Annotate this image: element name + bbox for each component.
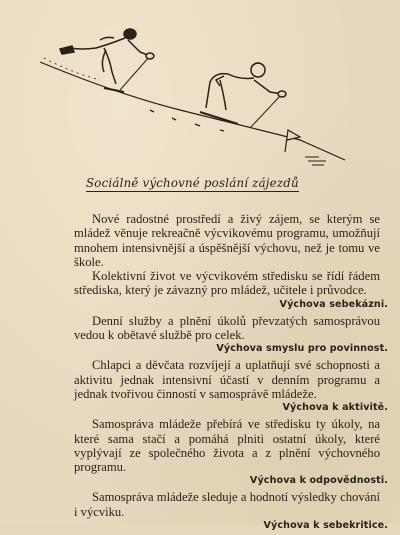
paragraph-4: Chlapci a děvčata rozvíjejí a uplatňují své schopnosti a aktivitu jednak intensivní účastí v denním programu a jednak tvořivou činností v samosprávě mládeže. xyxy=(74,358,380,401)
paragraph-1: Nové radostné prostředí a živý zájem, se kterým se mládež věnuje rekreačně výcvikovému programu, umožňují mnohem intensivnější a úspěšnější výchovu, než je tomu ve škole. xyxy=(74,212,380,269)
paragraph-5-tag: Výchova k odpovědnosti. xyxy=(249,475,388,487)
paragraph-3: Denní služby a plnění úkolů převzatých samosprávou vedou k obětavé službě pro celek. xyxy=(74,313,380,343)
paragraph-2-tag: Výchova sebekázni. xyxy=(279,298,388,310)
paragraph-6-tag: Výchova k sebekritice. xyxy=(263,520,388,532)
paragraph-2: Kolektivní život ve výcvikovém středisku se řídí řádem střediska, který je závazný pro mládež, učitele i průvodce. xyxy=(74,269,380,298)
skier-left-figure xyxy=(60,29,154,92)
skiers-illustration xyxy=(0,0,400,178)
body-text xyxy=(74,212,388,535)
paragraph-3-tag: Výchova smyslu pro povinnost. xyxy=(216,343,388,355)
paragraph-5: Samospráva mládeže přebírá ve středisku ty úkoly, na které sama stačí a pomáhá plniti ostatní úkoly, které vyplývají ze společného života a z plnění výchovného programu. xyxy=(74,417,380,475)
paragraph-6: Samospráva mládeže sleduje a hodnotí výsledky chování i výcviku. xyxy=(74,490,380,519)
section-title: Sociálně výchovné poslání zájezdů xyxy=(86,176,299,190)
paragraph-4-tag: Výchova k aktivitě. xyxy=(282,402,388,414)
